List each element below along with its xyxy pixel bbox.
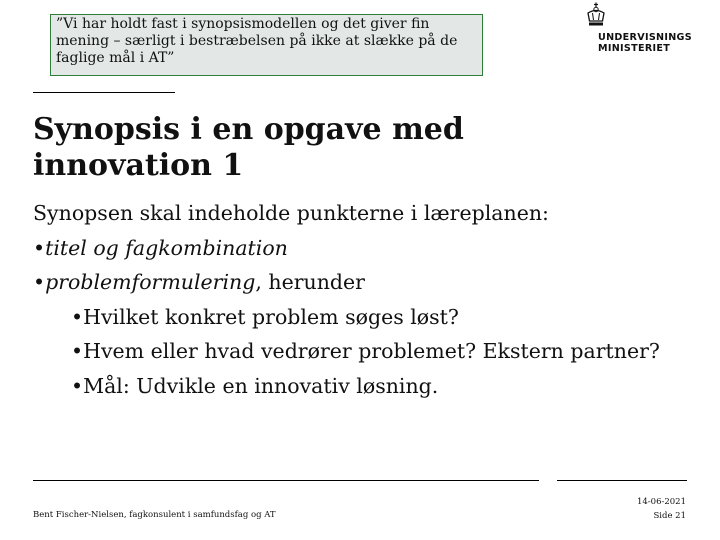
crown-icon — [585, 2, 607, 28]
sub-bullet-2: •Hvem eller hvad vedrører problemet? Ekstern partner? — [71, 339, 660, 363]
slide-title-line-2: innovation 1 — [33, 148, 244, 183]
footer-page-number: Side 21 — [653, 511, 686, 521]
bullet-item-2-term: •problemformulering — [33, 270, 256, 294]
bullet-item-1-text: •titel og fagkombination — [33, 235, 288, 260]
logo-text-line-2: MINISTERIET — [598, 43, 671, 54]
ministry-logo — [585, 2, 695, 62]
slide-body — [33, 196, 660, 403]
body-intro: Synopsen skal indeholde punkterne i læreplanen: — [33, 201, 549, 225]
quote-line-2: mening – særligt i bestræbelsen på ikke at slække på de — [56, 33, 458, 49]
sub-bullet-1: •Hvilket konkret problem søges løst? — [71, 304, 459, 329]
footer-date: 14-06-2021 — [636, 497, 686, 507]
logo-text-line-1: UNDERVISNINGS — [598, 32, 692, 43]
footer-divider-left — [33, 480, 539, 481]
logo-text — [598, 32, 692, 54]
quote-box — [50, 14, 483, 76]
footer-meta — [637, 495, 686, 523]
footer-author: Bent Fischer-Nielsen, fagkonsulent i samfundsfag og AT — [33, 510, 276, 520]
footer-divider-right — [557, 480, 687, 481]
title-divider — [33, 92, 175, 93]
sub-bullet-3: •Mål: Udvikle en innovativ løsning. — [71, 373, 439, 398]
quote-line-1: ”Vi har holdt fast i synopsismodellen og det giver fin — [56, 16, 430, 32]
slide-title — [33, 112, 464, 184]
slide-title-line-1: Synopsis i en opgave med — [33, 112, 464, 147]
quote-line-3: faglige mål i AT” — [56, 50, 175, 66]
bullet-item-1 — [33, 231, 660, 266]
bullet-item-2 — [33, 265, 660, 300]
bullet-item-2-rest: , herunder — [255, 270, 365, 294]
